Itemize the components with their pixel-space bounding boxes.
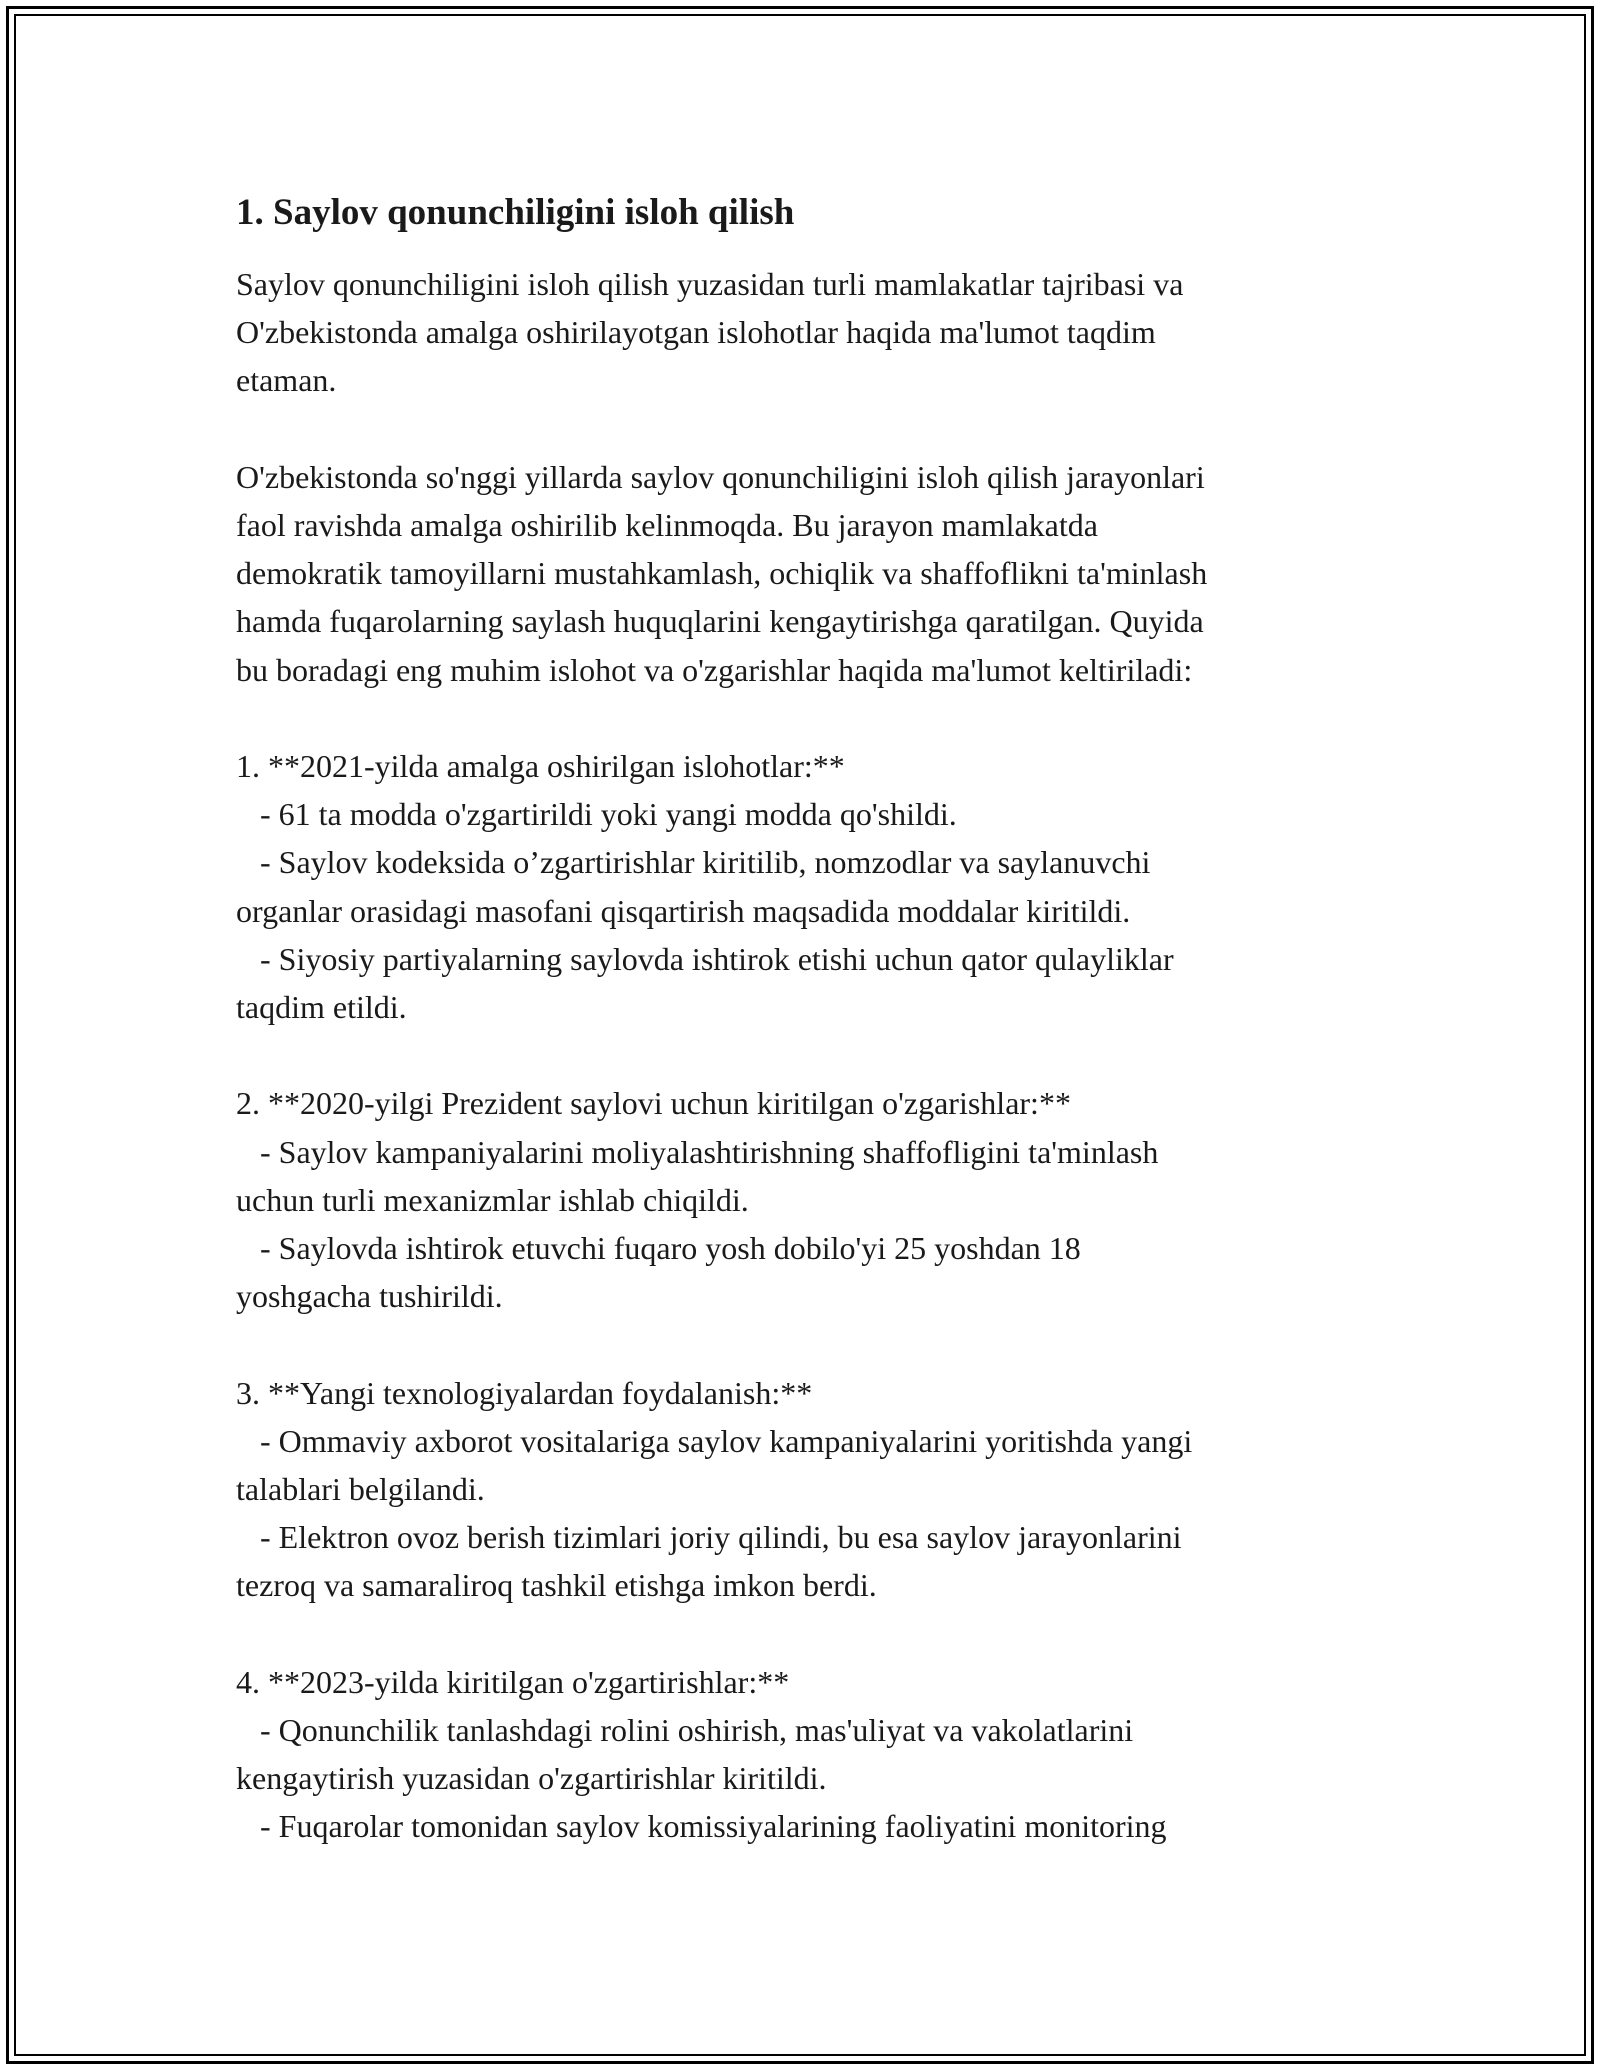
section-heading: 1. Saylov qonunchiligini isloh qilish — [236, 192, 795, 233]
overview-line: demokratik tamoyillarni mustahkamlash, ochiqlik va shaffoflikni ta'minlash — [236, 555, 1208, 592]
list-section-3 — [236, 1369, 1376, 1610]
overview-line: O'zbekistonda so'nggi yillarda saylov qonunchiligini isloh qilish jarayonlari — [236, 458, 1205, 495]
intro-line: O'zbekistonda amalga oshirilayotgan islohotlar haqida ma'lumot taqdim — [236, 314, 1156, 351]
list-item-line: - Saylov kodeksida o’zgartirishlar kiritilib, nomzodlar va saylanuvchi — [236, 844, 1151, 881]
intro-line: etaman. — [236, 362, 337, 399]
paragraph-gap — [236, 694, 1376, 742]
overview-line: hamda fuqarolarning saylash huquqlarini kengaytirishga qaratilgan. Quyida — [236, 603, 1204, 640]
list-section-4 — [236, 1658, 1376, 1851]
list-section-2 — [236, 1079, 1376, 1320]
overview-line: bu boradagi eng muhim islohot va o'zgarishlar haqida ma'lumot keltiriladi: — [236, 651, 1193, 688]
list-item-line: tezroq va samaraliroq tashkil etishga imkon berdi. — [236, 1567, 877, 1604]
intro-paragraph — [236, 260, 1376, 405]
overview-line: faol ravishda amalga oshirilib kelinmoqda. Bu jarayon mamlakatda — [236, 507, 1098, 543]
list-item-line: - Ommaviy axborot vositalariga saylov kampaniyalarini yoritishda yangi — [236, 1422, 1193, 1459]
overview-paragraph — [236, 453, 1376, 694]
list-item-line: - Siyosiy partiyalarning saylovda ishtirok etishi uchun qator qulayliklar — [236, 940, 1174, 977]
list-item-line: - 61 ta modda o'zgartirildi yoki yangi modda qo'shildi. — [236, 796, 957, 833]
list-item-title: 2. **2020-yilgi Prezident saylovi uchun kiritilgan o'zgarishlar:** — [236, 1085, 1071, 1122]
list-item-title: 4. **2023-yilda kiritilgan o'zgartirishlar:** — [236, 1663, 790, 1700]
list-item-line: - Saylov kampaniyalarini moliyalashtirishning shaffofligini ta'minlash — [236, 1133, 1159, 1170]
list-item-line: - Elektron ovoz berish tizimlari joriy qilindi, bu esa saylov jarayonlarini — [236, 1519, 1182, 1556]
list-item-title: 1. **2021-yilda amalga oshirilgan islohotlar:** — [236, 748, 845, 784]
list-item-line: kengaytirish yuzasidan o'zgartirishlar kiritildi. — [236, 1760, 827, 1797]
list-section-1 — [236, 742, 1376, 1031]
list-item-line: uchun turli mexanizmlar ishlab chiqildi. — [236, 1181, 749, 1218]
list-item-line: organlar orasidagi masofani qisqartirish maqsadida moddalar kiritildi. — [236, 892, 1131, 929]
paragraph-gap — [236, 1031, 1376, 1079]
document-body — [236, 185, 1376, 1851]
paragraph-gap — [236, 1320, 1376, 1368]
paragraph-gap — [236, 1610, 1376, 1658]
list-item-line: taqdim etildi. — [236, 989, 407, 1026]
list-item-title: 3. **Yangi texnologiyalardan foydalanish:** — [236, 1374, 813, 1411]
intro-line: Saylov qonunchiligini isloh qilish yuzasidan turli mamlakatlar tajribasi va — [236, 266, 1184, 302]
list-item-line: - Fuqarolar tomonidan saylov komissiyalarining faoliyatini monitoring — [236, 1808, 1167, 1845]
list-item-line: - Saylovda ishtirok etuvchi fuqaro yosh dobilo'yi 25 yoshdan 18 — [236, 1230, 1081, 1267]
list-item-line: yoshgacha tushirildi. — [236, 1278, 503, 1315]
list-item-line: - Qonunchilik tanlashdagi rolini oshirish, mas'uliyat va vakolatlarini — [236, 1712, 1134, 1749]
list-item-line: talablari belgilandi. — [236, 1471, 485, 1508]
paragraph-gap — [236, 405, 1376, 453]
